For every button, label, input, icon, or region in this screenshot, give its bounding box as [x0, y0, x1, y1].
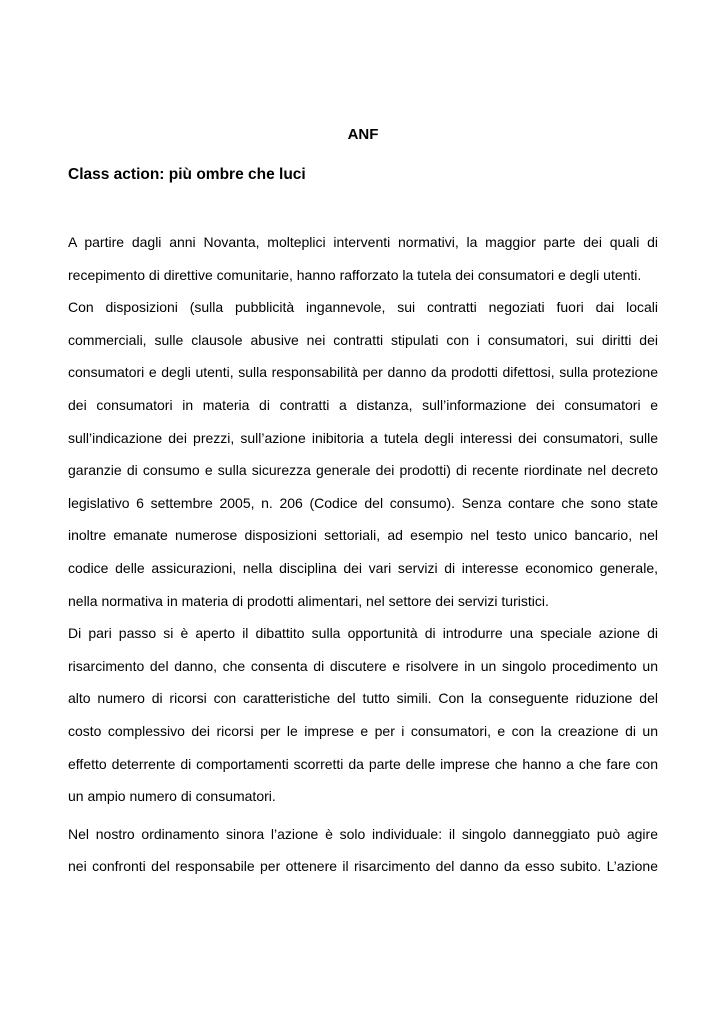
paragraph-1 [68, 226, 658, 291]
text-line: effetto deterrente di comportamenti scorretti da parte delle imprese che hanno a che fare con [68, 755, 658, 772]
text-line: commerciali, sulle clausole abusive nei contratti stipulati con i consumatori, sui diritti dei [68, 331, 658, 348]
text-line: Nel nostro ordinamento sinora l’azione è solo individuale: il singolo danneggiato può agire [68, 825, 658, 842]
text-line: legislativo 6 settembre 2005, n. 206 (Codice del consumo). Senza contare che sono state [68, 494, 658, 511]
document-title: Class action: più ombre che luci [68, 166, 306, 183]
text-line: sull’indicazione dei prezzi, sull’azione inibitoria a tutela degli interessi dei consumatori, sulle [68, 429, 658, 446]
document-body [68, 226, 658, 883]
text-line: Con disposizioni (sulla pubblicità ingannevole, sui contratti negoziati fuori dai locali [68, 299, 658, 316]
text-line: risarcimento del danno, che consenta di discutere e risolvere in un singolo procedimento un [68, 657, 658, 674]
text-line: inoltre emanate numerose disposizioni settoriali, ad esempio nel testo unico bancario, nel [68, 527, 658, 544]
text-line: alto numero di ricorsi con caratteristiche del tutto simili. Con la conseguente riduzione del [68, 690, 658, 707]
text-line: costo complessivo dei ricorsi per le imprese e per i consumatori, e con la creazione di un [68, 722, 658, 739]
text-line: garanzie di consumo e sulla sicurezza generale dei prodotti) di recente riordinate nel decreto [68, 462, 658, 479]
paragraph-4 [68, 818, 658, 883]
text-line: codice delle assicurazioni, nella disciplina dei vari servizi di interesse economico generale, [68, 559, 658, 576]
organization-heading [0, 126, 724, 143]
text-line: un ampio numero di consumatori. [68, 788, 276, 805]
text-line: A partire dagli anni Novanta, molteplici interventi normativi, la maggior parte dei quali di [68, 234, 658, 250]
text-line: dei consumatori in materia di contratti a distanza, sull’informazione dei consumatori e [68, 396, 658, 413]
text-line: recepimento di direttive comunitarie, hanno rafforzato la tutela dei consumatori e degli utenti. [68, 266, 642, 283]
organization-name: ANF [347, 126, 379, 143]
text-line: consumatori e degli utenti, sulla responsabilità per danno da prodotti difettosi, sulla protezione [68, 364, 658, 381]
paragraph-2 [68, 291, 658, 617]
paragraph-3 [68, 617, 658, 813]
text-line: nella normativa in materia di prodotti alimentari, nel settore dei servizi turistici. [68, 592, 549, 609]
text-line: Di pari passo si è aperto il dibattito sulla opportunità di introdurre una speciale azione di [68, 625, 658, 642]
text-line: nei confronti del responsabile per ottenere il risarcimento del danno da esso subito. L’azione [68, 858, 658, 875]
